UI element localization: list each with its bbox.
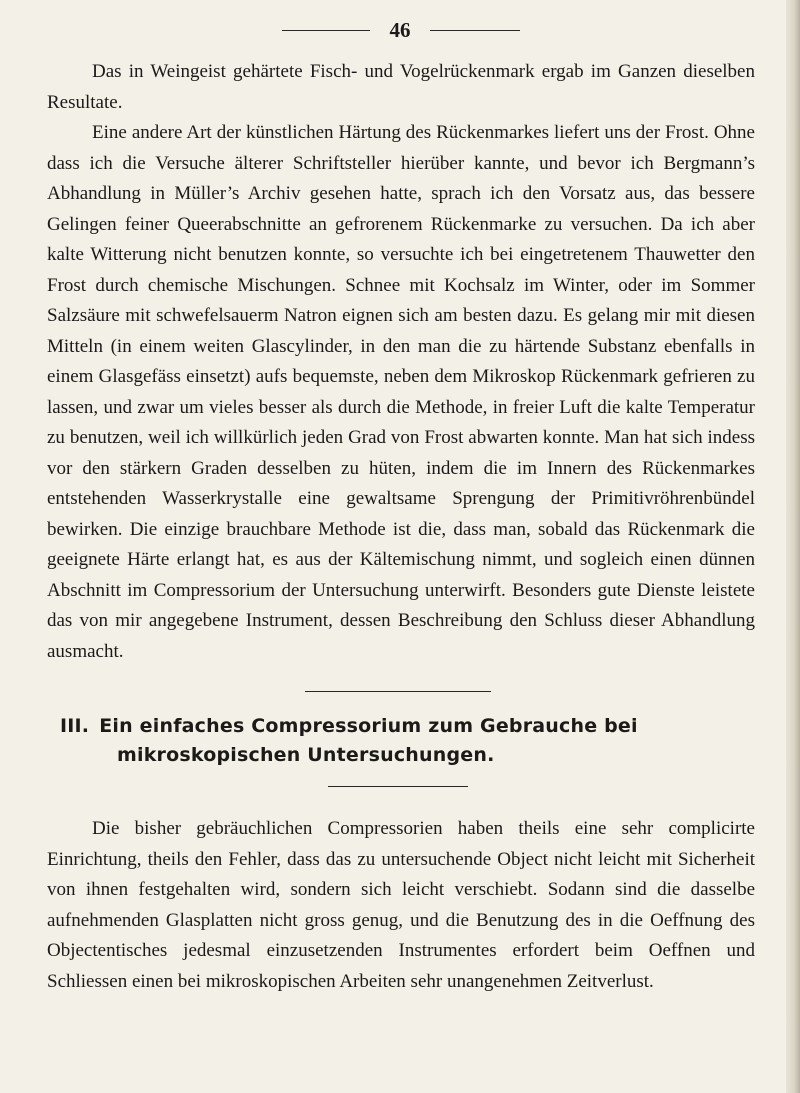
body-text-top (47, 57, 755, 667)
header-rule-right (430, 30, 520, 31)
section-divider-top (305, 691, 491, 692)
paragraph-1: Das in Weingeist gehärtete Fisch- und Vogelrückenmark ergab im Ganzen dieselben Resultate. (47, 61, 755, 113)
section-title-line-1: Ein einfaches Compressorium zum Gebrauche bei (99, 715, 638, 737)
section-title-line-2: mikroskopischen Untersuchungen. (117, 744, 495, 766)
page-number: 46 (389, 18, 411, 42)
section-heading (60, 712, 750, 770)
page-edge (786, 0, 800, 1093)
body-text-bottom (47, 814, 755, 997)
paragraph-2: Eine andere Art der künstlichen Härtung des Rückenmarkes liefert uns der Frost. Ohne dass ich die Versuche älterer Schriftsteller hierüber kannte, und bevor ich Bergmann’s Abhandlung in Müller’s Archiv gesehen hatte, sprach ich den Vorsatz aus, das bessere Gelingen feiner Queerabschnitte an gefrorenem Rückenmarke zu versuchen. Da ich aber kalte Witterung nicht benutzen konnte, so versuchte ich bei eingetretenem Thauwetter den Frost durch chemische Mischungen. Schnee mit Kochsalz im Winter, oder im Sommer Salzsäure mit schwefelsauerm Natron eignen sich am besten dazu. Es gelang mir mit diesen Mitteln (in einem weiten Glascylinder, in den man die zu härtende Substanz ebenfalls in einem Glasgefäss einsetzt) aufs bequemste, neben dem Mikroskop Rückenmark gefrieren zu lassen, und zwar um vieles besser als durch die Methode, in freier Luft die kalte Temperatur zu benutzen, weil ich willkürlich jeden Grad von Frost abwarten konnte. Man hat sich indess vor den stärkern Graden desselben zu hüten, indem die im Innern des Rückenmarkes entstehenden Wasserkrystalle eine gewaltsame Sprengung der Primitivröhrenbündel bewirken. Die einzige brauchbare Methode ist die, dass man, sobald das Rückenmark die geeignete Härte erlangt hat, es aus der Kältemischung nimmt, und sogleich einen dünnen Abschnitt im Compressorium der Untersuchung unterwirft. Besonders gute Dienste leistete das von mir angegebene Instrument, dessen Beschreibung den Schluss dieser Abhandlung ausmacht. (47, 122, 755, 662)
paragraph-3: Die bisher gebräuchlichen Compressorien haben theils eine sehr complicirte Einrichtung, theils den Fehler, dass das zu untersuchende Object nicht leicht mit Sicherheit von ihnen festgehalten wird, sondern sich leicht verschiebt. Sodann sind die dasselbe aufnehmenden Glasplatten nicht gross genug, und die Benutzung des in die Oeffnung des Objectentisches jedesmal einzusetzenden Instrumentes erfordert beim Oeffnen und Schliessen einen bei mikroskopischen Arbeiten sehr unangenehmen Zeitverlust. (47, 818, 755, 992)
section-divider-bottom (328, 786, 468, 787)
page-header (0, 18, 800, 42)
header-rule-left (282, 30, 370, 31)
section-number: III. (60, 715, 90, 737)
